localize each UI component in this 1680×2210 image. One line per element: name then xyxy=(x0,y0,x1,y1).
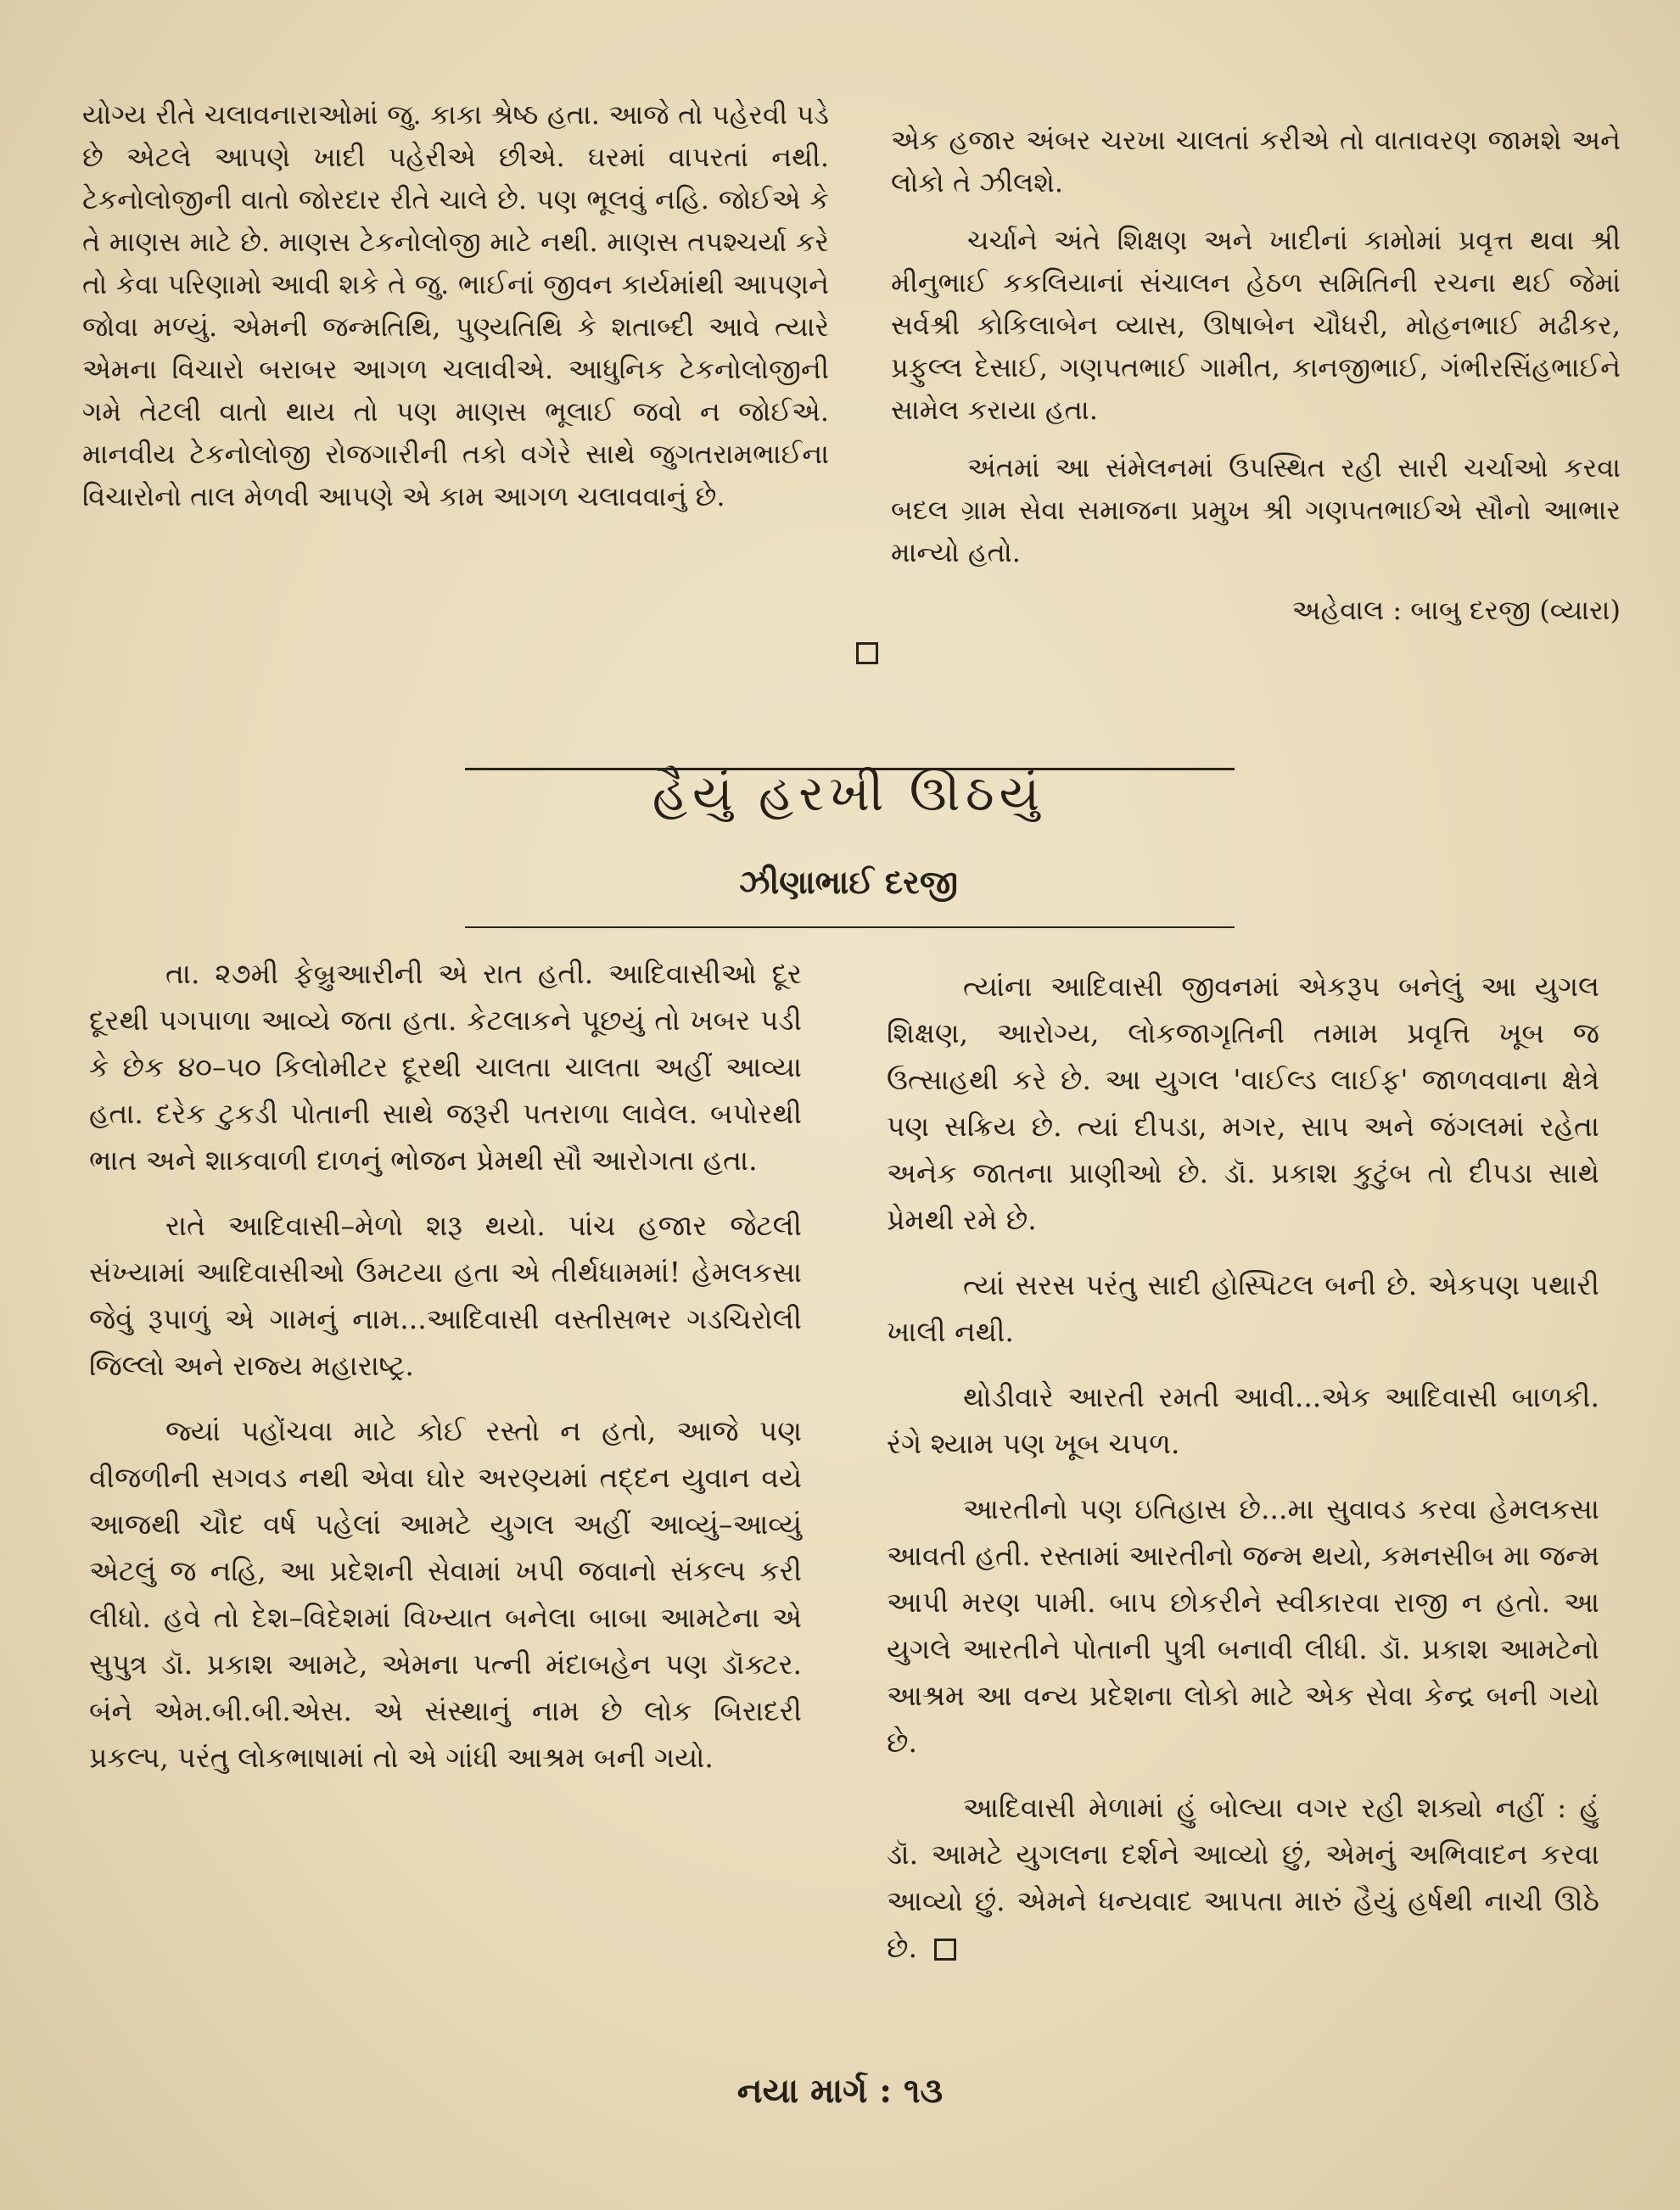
top-right-column xyxy=(891,119,1621,631)
article-left-paragraph-1: તા. ૨૭મી ફેબ્રુઆરીની એ રાત હતી. આદિવાસીઓ દૂર દૂરથી પગપાળા આવ્યે જતા હતા. કેટલાકને પૂછયું તો ખબર પડી કે છેક ૪૦–૫૦ કિલોમીટર દૂરથી ચાલતા ચાલતા અહીં આવ્યા હતા. દરેક ટુકડી પોતાની સાથે જરૂરી પતરાળા લાવેલ. બપોરથી ભાત અને શાકવાળી દાળનું ભોજન પ્રેમથી સૌ આરોગતા હતા. xyxy=(89,957,802,1177)
top-left-column xyxy=(82,93,829,533)
article-left-paragraph-3: જ્યાં પહોંચવા માટે કોઈ રસ્તો ન હતો, આજે પણ વીજળીની સગવડ નથી એવા ઘોર અરણ્યમાં તદ્દન યુવાન વયે આજથી ચૌદ વર્ષ પહેલાં આમટે યુગલ અહીં આવ્યું–આવ્યું એટલું જ નહિ, આ પ્રદેશની સેવામાં ખપી જવાનો સંકલ્પ કરી લીધો. હવે તો દેશ–વિદેશમાં વિખ્યાત બનેલા બાબા આમટેના એ સુપુત્ર ડૉ. પ્રકાશ આમટે, એમના પત્ની મંદાબહેન પણ ડૉક્ટર. બંને એમ.બી.બી.એસ. એ સંસ્થાનું નામ છે લોક બિરાદરી પ્રકલ્પ, પરંતુ લોકભાષામાં તો એ ગાંધી આશ્રમ બની ગયો. xyxy=(89,1414,802,1774)
article-right-paragraph-2: ત્યાં સરસ પરંતુ સાદી હોસ્પિટલ બની છે. એકપણ પથારી ખાલી નથી. xyxy=(887,1268,1599,1348)
article-right-paragraph-4: આરતીનો પણ ઇતિહાસ છે...મા સુવાવડ કરવા હેમલકસા આવતી હતી. રસ્તામાં આરતીનો જન્મ થયો, કમનસીબ મા જન્મ આપી મરણ પામી. બાપ છોકરીને સ્વીકારવા રાજી ન હતો. આ યુગલે આરતીને પોતાની પુત્રી બનાવી લીધી. ડૉ. પ્રકાશ આમટેનો આશ્રમ આ વન્ય પ્રદેશના લોકો માટે એક સેવા કેન્દ્ર બની ગયો છે. xyxy=(887,1492,1599,1759)
article-author: ઝીણાભાઈ દરજી xyxy=(739,863,958,901)
article-title: હૈયું હરખી ઊઠયું xyxy=(652,764,1045,822)
author-bottom-rule xyxy=(465,926,1235,928)
page-footer: નયા માર્ગ : ૧૩ xyxy=(736,2071,944,2111)
article-right-paragraph-3: થોડીવારે આરતી રમતી આવી...એક આદિવાસી બાળકી. રંગે શ્યામ પણ ખૂબ ચપળ. xyxy=(887,1380,1599,1460)
article-right-paragraph-5 xyxy=(887,1784,1599,1971)
report-credit: અહેવાલ : બાબુ દરજી (વ્યારા) xyxy=(1291,594,1621,626)
top-right-paragraph-2: ચર્ચાને અંતે શિક્ષણ અને ખાદીનાં કામોમાં પ્રવૃત્ત થવા શ્રી મીનુભાઈ કકલિયાનાં સંચાલન હેઠળ સમિતિની રચના થઈ જેમાં સર્વશ્રી કોકિલાબેન વ્યાસ, ઊષાબેન ચૌધરી, મોહનભાઈ મઢીકર, પ્રફુલ્લ દેસાઈ, ગણપતભાઈ ગામીત, કાનજીભાઈ, ગંભીરસિંહભાઈને સામેલ કરાયા હતા. xyxy=(891,224,1621,426)
article-left-column xyxy=(89,950,802,1799)
article-right-paragraph-1: ત્યાંના આદિવાસી જીવનમાં એકરૂપ બનેલું આ યુગલ શિક્ષણ, આરોગ્ય, લોકજાગૃતિની તમામ પ્રવૃત્તિ ખૂબ જ ઉત્સાહથી કરે છે. આ યુગલ 'વાઈલ્ડ લાઈફ' જાળવવાના ક્ષેત્રે પણ સક્રિય છે. ત્યાં દીપડા, મગર, સાપ અને જંગલમાં રહેતા અનેક જાતના પ્રાણીઓ છે. ડૉ. પ્રકાશ કુટુંબ તો દીપડા સાથે પ્રેમથી રમે છે. xyxy=(887,970,1599,1236)
top-left-paragraph: યોગ્ય રીતે ચલાવનારાઓમાં જુ. કાકા શ્રેષ્ઠ હતા. આજે તો પહેરવી પડે છે એટલે આપણે ખાદી પહેરીએ છીએ. ઘરમાં વાપરતાં નથી. ટેકનોલોજીની વાતો જોરદાર રીતે ચાલે છે. પણ ભૂલવું નહિ. જોઈએ કે તે માણસ માટે છે. માણસ ટેકનોલોજી માટે નથી. માણસ તપશ્ચર્યા કરે તો કેવા પરિણામો આવી શકે તે જુ. ભાઈનાં જીવન કાર્યમાંથી આપણને જોવા મળ્યું. એમની જન્મતિથિ, પુણ્યતિથિ કે શતાબ્દી આવે ત્યારે એમના વિચારો બરાબર આગળ ચલાવીએ. આધુનિક ટેકનોલોજીની ગમે તેટલી વાતો થાય તો પણ માણસ ભૂલાઈ જવો ન જોઈએ. માનવીય ટેકનોલોજી રોજગારીની તકો વગેરે સાથે જુગતરામભાઈના વિચારોનો તાલ મેળવી આપણે એ કામ આગળ ચલાવવાનું છે. xyxy=(82,98,829,512)
top-right-paragraph-1: એક હજાર અંબર ચરખા ચાલતાં કરીએ તો વાતાવરણ જામશે અને લોકો તે ઝીલશે. xyxy=(891,124,1621,199)
article-right-column xyxy=(887,963,1599,1989)
article-left-paragraph-2: રાતે આદિવાસી–મેળો શરૂ થયો. પાંચ હજાર જેટલી સંખ્યામાં આદિવાસીઓ ઉમટયા હતા એ તીર્થધામમાં! હેમલકસા જેવું રૂપાળું એ ગામનું નામ...આદિવાસી વસ્તીસભર ગડચિરોલી જિલ્લો અને રાજ્ય મહારાષ્ટ્ર. xyxy=(89,1209,802,1382)
top-right-paragraph-3: અંતમાં આ સંમેલનમાં ઉપસ્થિત રહી સારી ચર્ચાઓ કરવા બદલ ગ્રામ સેવા સમાજના પ્રમુખ શ્રી ગણપતભાઈએ સૌનો આભાર માન્યો હતો. xyxy=(891,451,1621,568)
section-end-box-icon xyxy=(856,642,878,664)
article-end-box-icon xyxy=(934,1939,956,1961)
article-closing-text: આદિવાસી મેળામાં હું બોલ્યા વગર રહી શક્યો નહીં : હું ડૉ. આમટે યુગલના દર્શને આવ્યો છું, એમનું અભિવાદન કરવા આવ્યો છું. એમને ધન્યવાદ આપતા મારું હૈયું હર્ષથી નાચી ઊઠે છે. xyxy=(887,1791,1599,1964)
